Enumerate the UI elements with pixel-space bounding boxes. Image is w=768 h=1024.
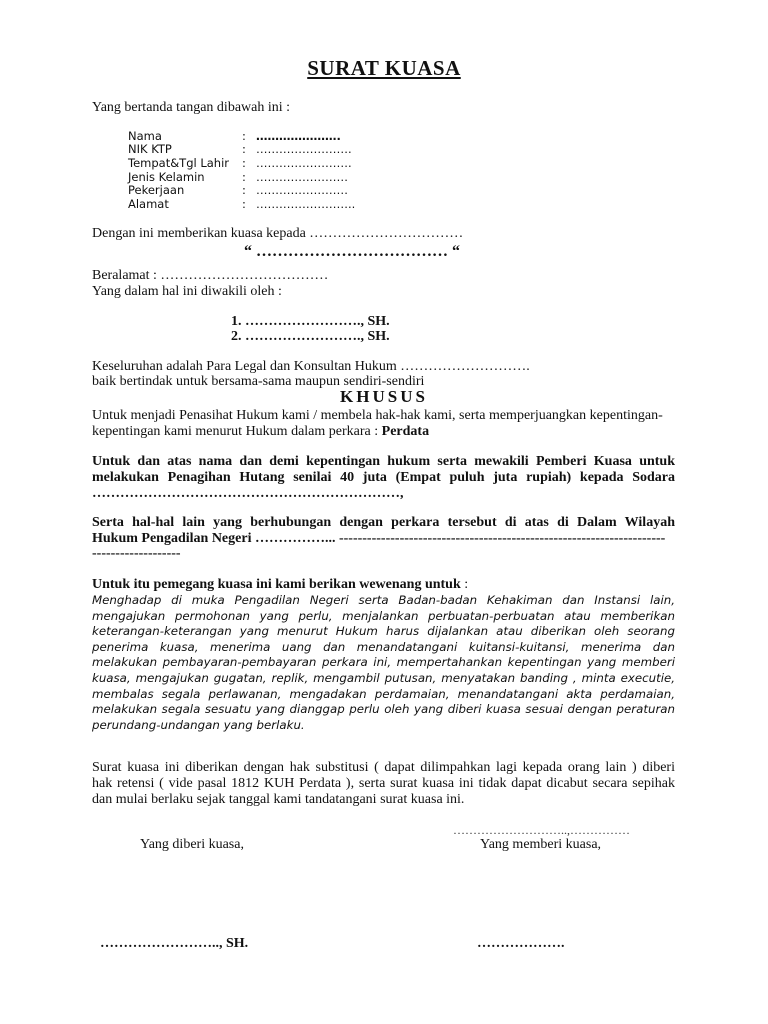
identity-colon: : — [242, 142, 246, 156]
identity-value: ……………………. — [256, 156, 352, 170]
identity-label: Jenis Kelamin — [128, 170, 205, 184]
identity-value: …………………… — [256, 183, 348, 197]
para2-line-2: melakukan Penagihan Hutang senilai 40 juta (Empat puluh juta rupiah) kepada Sodara — [92, 470, 675, 485]
identity-value: …………………. — [256, 129, 341, 143]
sign-left-name: …………………….., SH. — [100, 936, 249, 951]
para3-line-3: ------------------- — [92, 546, 181, 561]
represented-by: Yang dalam hal ini diwakili oleh : — [92, 284, 282, 299]
representative-2: 2. ……………………., SH. — [231, 329, 390, 344]
authority-intro — [92, 577, 468, 593]
identity-colon: : — [242, 129, 246, 143]
legal-line-2: baik bertindak untuk bersama-sama maupun sendiri-sendiri — [92, 374, 425, 389]
sign-right-label: Yang memberi kuasa, — [480, 837, 602, 852]
identity-colon: : — [242, 156, 246, 170]
identity-colon: : — [242, 183, 246, 197]
identity-row — [128, 129, 341, 143]
legal-line-1: Keseluruhan adalah Para Legal dan Konsultan Hukum ………………………. — [92, 359, 530, 374]
substitution-line-3: dan mulai berlaku sejak tanggal kami tandatangani surat kuasa ini. — [92, 792, 465, 807]
para2-line-1: Untuk dan atas nama dan demi kepentingan hukum serta mewakili Pemberi Kuasa untuk — [92, 454, 675, 469]
authority-intro-text: Untuk itu pemegang kuasa ini kami berikan wewenang untuk — [92, 577, 461, 592]
para3-line-2: Hukum Pengadilan Negeri ……………... ---------------------------------------------------------------------- — [92, 531, 666, 546]
substitution-line-1: Surat kuasa ini diberikan dengan hak substitusi ( dapat dilimpahkan lagi kepada orang lain ) diberi — [92, 760, 675, 775]
identity-row — [128, 142, 352, 156]
grant-line: Dengan ini memberikan kuasa kepada …………………………… — [92, 226, 464, 241]
identity-row — [128, 197, 355, 211]
document-title: SURAT KUASA — [307, 56, 461, 80]
identity-row — [128, 156, 352, 170]
identity-value: ……………………. — [256, 142, 352, 156]
identity-colon: : — [242, 170, 246, 184]
identity-colon: : — [242, 197, 246, 211]
para1-line-2 — [92, 424, 429, 440]
para2-line-3: …………………………………………………………, — [92, 486, 404, 501]
identity-label: Pekerjaan — [128, 183, 185, 197]
identity-label: Nama — [128, 129, 162, 143]
sign-left-label: Yang diberi kuasa, — [140, 837, 244, 852]
sign-right-name: ………………. — [477, 936, 565, 951]
identity-value: …………………….. — [256, 197, 356, 211]
case-type: Perdata — [381, 424, 430, 439]
para1-line-1: Untuk menjadi Penasihat Hukum kami / membela hak-hak kami, serta memperjuangkan kepentingan- — [92, 408, 663, 423]
intro-text: Yang bertanda tangan dibawah ini : — [92, 100, 291, 115]
substitution-line-2: hak retensi ( vide pasal 1812 KUH Perdata ), serta surat kuasa ini tidak dapat dicabut secara sepihak — [92, 776, 675, 791]
identity-label: NIK KTP — [128, 142, 172, 156]
recipient-name: “ ……………………………… “ — [244, 243, 460, 260]
para3-line-1: Serta hal-hal lain yang berhubungan dengan perkara tersebut di atas di Dalam Wilayah — [92, 515, 675, 530]
identity-row — [128, 183, 348, 197]
authority-colon: : — [460, 577, 469, 592]
address-line: Beralamat : ……………………………… — [92, 268, 329, 283]
place-date: ………………………..,…………… — [453, 823, 630, 837]
identity-label: Tempat&Tgl Lahir — [128, 156, 230, 170]
identity-row — [128, 170, 348, 184]
identity-label: Alamat — [128, 197, 169, 211]
identity-value: …………………… — [256, 170, 348, 184]
authority-text: Menghadap di muka Pengadilan Negeri serta Badan-badan Kehakiman dan Instansi lain, mengajukan permohonan yang perlu, menjalankan perbuatan-perbuatan atau memberikan keterangan-keterangan yang menurut Hukum harus dijalankan atau diberikan oleh seorang penerima kuasa, menerima uang dan menandatangani kuitansi-kuitansi, menerima dan melakukan pembayaran-pembayaran perkara ini, mempertahankan kepentingan yang memberi kuasa, mengajukan gugatan, replik, mengambil putusan, menyatakan banding , minta executie, membalas segala perlawanan, mengadakan perdamaian, menandatangani akta perdamaian, melakukan segala sesuatu yang dianggap perlu oleh yang diberi kuasa sesuai dengan peraturan perundang-undangan yang berlaku. — [92, 593, 675, 732]
khusus-heading: KHUSUS — [340, 387, 428, 406]
representative-1: 1. ……………………., SH. — [231, 314, 390, 329]
para1-line-2-text: kepentingan kami menurut Hukum dalam perkara : — [92, 424, 382, 439]
